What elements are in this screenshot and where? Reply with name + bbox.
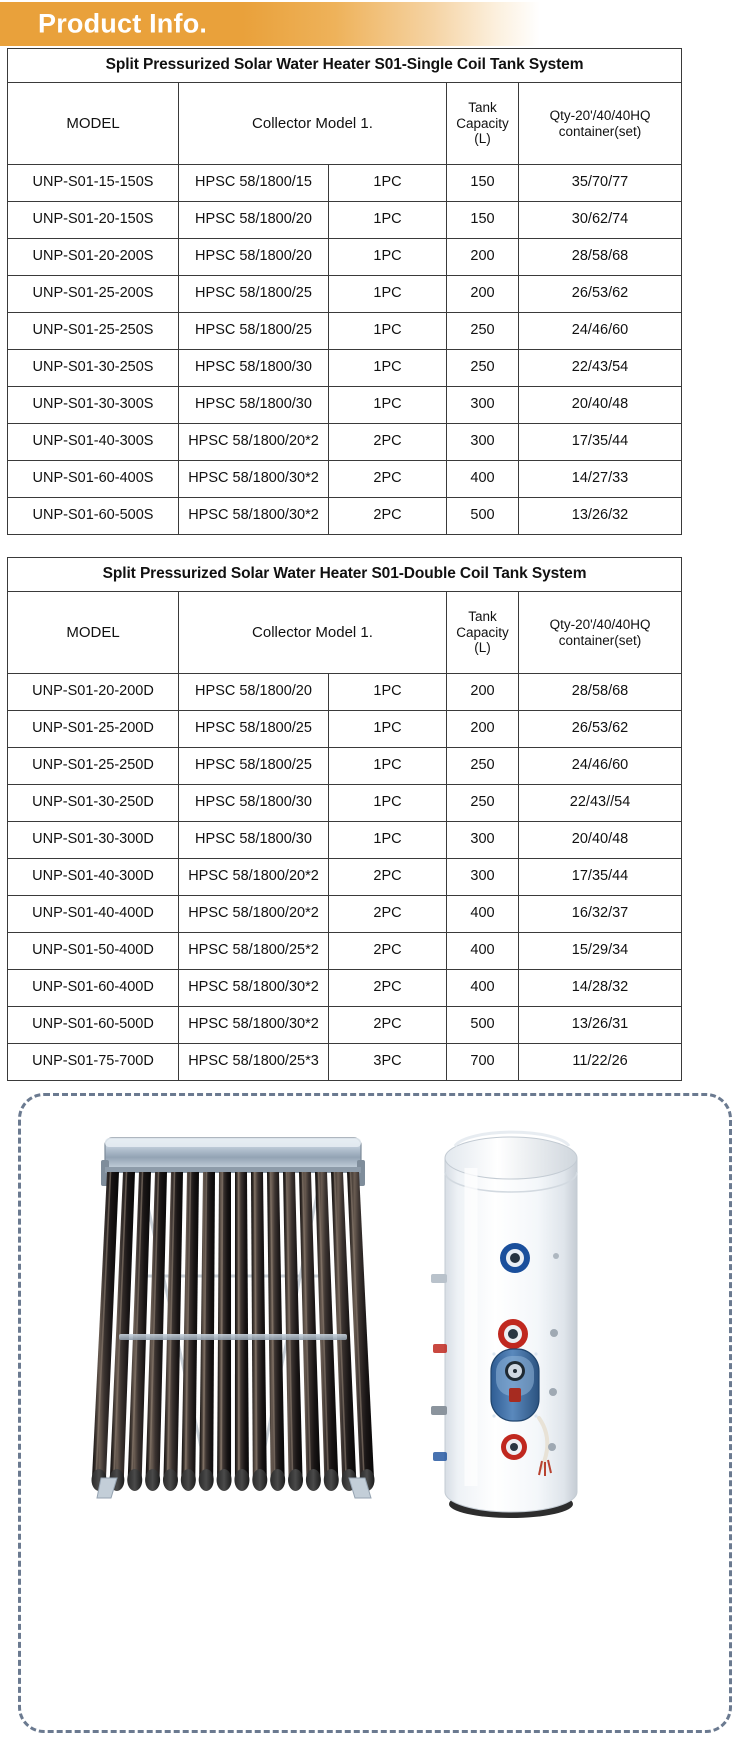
tube-end-cap	[199, 1469, 214, 1491]
cell-qty: 17/35/44	[519, 859, 682, 896]
cell-model: UNP-S01-40-300D	[8, 859, 179, 896]
cell-collector: HPSC 58/1800/30*2	[179, 461, 329, 498]
tube-end-cap	[181, 1469, 196, 1491]
cell-model: UNP-S01-60-400D	[8, 970, 179, 1007]
cell-qty: 35/70/77	[519, 165, 682, 202]
cell-tank-capacity: 250	[447, 785, 519, 822]
cell-model: UNP-S01-25-250S	[8, 313, 179, 350]
cell-qty: 22/43/54	[519, 350, 682, 387]
cell-model: UNP-S01-60-500S	[8, 498, 179, 535]
table-row	[8, 239, 682, 276]
column-header-tank-capacity	[447, 83, 519, 165]
qty-line-2: container(set)	[558, 632, 642, 648]
table-title: Split Pressurized Solar Water Heater S01-Double Coil Tank System	[8, 558, 682, 592]
cell-qty: 24/46/60	[519, 748, 682, 785]
evacuated-tube	[267, 1172, 285, 1478]
cell-tank-capacity: 400	[447, 896, 519, 933]
spec-table-single-coil	[7, 48, 682, 535]
cell-qty: 24/46/60	[519, 313, 682, 350]
cell-qty: 14/27/33	[519, 461, 682, 498]
collector-evacuated-tubes	[92, 1172, 375, 1491]
table-row	[8, 822, 682, 859]
table-row	[8, 748, 682, 785]
cell-pieces: 1PC	[329, 674, 447, 711]
cell-model: UNP-S01-60-500D	[8, 1007, 179, 1044]
cell-tank-capacity: 300	[447, 424, 519, 461]
table-title-row	[8, 49, 682, 83]
cell-collector: HPSC 58/1800/15	[179, 165, 329, 202]
cell-collector: HPSC 58/1800/20	[179, 674, 329, 711]
cell-model: UNP-S01-60-400S	[8, 461, 179, 498]
cell-pieces: 3PC	[329, 1044, 447, 1081]
heat-pipe-solar-collector-image	[83, 1126, 383, 1516]
table-title-row	[8, 558, 682, 592]
cell-collector: HPSC 58/1800/25*2	[179, 933, 329, 970]
column-header-model: MODEL	[8, 83, 179, 165]
table-body-single-coil	[8, 165, 682, 535]
cell-qty: 28/58/68	[519, 674, 682, 711]
cell-tank-capacity: 300	[447, 859, 519, 896]
cell-tank-capacity: 150	[447, 202, 519, 239]
page-title: Product Info.	[38, 8, 208, 39]
cell-pieces: 2PC	[329, 461, 447, 498]
cell-tank-capacity: 400	[447, 970, 519, 1007]
evacuated-tube	[235, 1172, 249, 1478]
cell-pieces: 1PC	[329, 785, 447, 822]
cell-pieces: 1PC	[329, 165, 447, 202]
cell-pieces: 1PC	[329, 350, 447, 387]
cell-tank-capacity: 300	[447, 387, 519, 424]
tank-capacity-line-3: (L)	[474, 640, 491, 656]
cell-pieces: 1PC	[329, 313, 447, 350]
cell-tank-capacity: 500	[447, 498, 519, 535]
cell-pieces: 2PC	[329, 498, 447, 535]
cell-qty: 28/58/68	[519, 239, 682, 276]
cell-model: UNP-S01-15-150S	[8, 165, 179, 202]
table-row	[8, 859, 682, 896]
product-info-banner	[0, 2, 540, 46]
cell-collector: HPSC 58/1800/30	[179, 350, 329, 387]
cell-qty: 20/40/48	[519, 387, 682, 424]
cell-model: UNP-S01-25-200D	[8, 711, 179, 748]
tube-end-cap	[217, 1469, 232, 1491]
cell-tank-capacity: 200	[447, 276, 519, 313]
table-row	[8, 202, 682, 239]
cell-tank-capacity: 250	[447, 313, 519, 350]
table-row	[8, 350, 682, 387]
tank-capacity-line-1: Tank	[468, 99, 497, 115]
cell-tank-capacity: 150	[447, 165, 519, 202]
table-header-row	[8, 83, 682, 165]
cell-pieces: 1PC	[329, 711, 447, 748]
drain-port-icon	[501, 1434, 527, 1460]
qty-line-1: Qty-20'/40/40HQ	[549, 616, 651, 632]
cell-qty: 30/62/74	[519, 202, 682, 239]
table-header-row	[8, 592, 682, 674]
cell-collector: HPSC 58/1800/25	[179, 748, 329, 785]
cell-collector: HPSC 58/1800/20*2	[179, 896, 329, 933]
cell-tank-capacity: 250	[447, 748, 519, 785]
cell-model: UNP-S01-20-200D	[8, 674, 179, 711]
table-row	[8, 711, 682, 748]
cell-model: UNP-S01-25-200S	[8, 276, 179, 313]
cell-tank-capacity: 400	[447, 461, 519, 498]
cell-model: UNP-S01-30-250S	[8, 350, 179, 387]
evacuated-tube	[283, 1172, 303, 1478]
cell-model: UNP-S01-75-700D	[8, 1044, 179, 1081]
cell-model: UNP-S01-30-300D	[8, 822, 179, 859]
cell-collector: HPSC 58/1800/25	[179, 276, 329, 313]
table-row	[8, 165, 682, 202]
table-row	[8, 1007, 682, 1044]
cell-qty: 13/26/32	[519, 498, 682, 535]
cell-pieces: 1PC	[329, 387, 447, 424]
tube-end-cap	[252, 1469, 267, 1491]
cell-qty: 13/26/31	[519, 1007, 682, 1044]
product-photo-panel	[18, 1093, 732, 1733]
tube-end-cap	[234, 1469, 249, 1491]
spec-table-double-coil	[7, 557, 682, 1081]
cell-model: UNP-S01-30-300S	[8, 387, 179, 424]
pressurized-water-storage-tank-image	[393, 1106, 623, 1526]
cell-model: UNP-S01-40-400D	[8, 896, 179, 933]
tube-end-cap	[127, 1469, 142, 1491]
cell-collector: HPSC 58/1800/25	[179, 711, 329, 748]
table-row	[8, 313, 682, 350]
cell-pieces: 1PC	[329, 276, 447, 313]
tube-end-cap	[163, 1469, 178, 1491]
cell-tank-capacity: 300	[447, 822, 519, 859]
table-row	[8, 424, 682, 461]
cell-pieces: 2PC	[329, 933, 447, 970]
cell-qty: 26/53/62	[519, 276, 682, 313]
tube-end-cap	[324, 1469, 339, 1491]
cell-pieces: 1PC	[329, 202, 447, 239]
tube-end-cap	[145, 1469, 160, 1491]
table-row	[8, 933, 682, 970]
evacuated-tube	[251, 1172, 267, 1478]
cold-water-port-icon	[500, 1243, 530, 1273]
cell-pieces: 2PC	[329, 859, 447, 896]
cell-model: UNP-S01-40-300S	[8, 424, 179, 461]
cell-collector: HPSC 58/1800/20	[179, 239, 329, 276]
cell-collector: HPSC 58/1800/25*3	[179, 1044, 329, 1081]
cell-pieces: 2PC	[329, 1007, 447, 1044]
column-header-model: MODEL	[8, 592, 179, 674]
cell-collector: HPSC 58/1800/20*2	[179, 424, 329, 461]
product-photo-inner	[21, 1096, 729, 1730]
table-row	[8, 498, 682, 535]
tube-end-cap	[288, 1469, 303, 1491]
column-header-collector: Collector Model 1.	[179, 83, 447, 165]
power-switch-icon	[509, 1388, 521, 1402]
cell-model: UNP-S01-20-150S	[8, 202, 179, 239]
tube-end-cap	[306, 1469, 321, 1491]
tube-end-cap	[270, 1469, 285, 1491]
table-row	[8, 970, 682, 1007]
cell-qty: 11/22/26	[519, 1044, 682, 1081]
table-title: Split Pressurized Solar Water Heater S01-Single Coil Tank System	[8, 49, 682, 83]
table-row	[8, 276, 682, 313]
cell-pieces: 1PC	[329, 822, 447, 859]
table-row	[8, 896, 682, 933]
cell-tank-capacity: 500	[447, 1007, 519, 1044]
table-row	[8, 1044, 682, 1081]
cell-pieces: 2PC	[329, 424, 447, 461]
cell-qty: 17/35/44	[519, 424, 682, 461]
hot-water-port-icon	[498, 1319, 528, 1349]
cell-collector: HPSC 58/1800/20	[179, 202, 329, 239]
cell-qty: 15/29/34	[519, 933, 682, 970]
tank-control-panel[interactable]	[491, 1349, 539, 1421]
table-row	[8, 387, 682, 424]
cell-model: UNP-S01-20-200S	[8, 239, 179, 276]
table-row	[8, 785, 682, 822]
tank-capacity-line-3: (L)	[474, 131, 491, 147]
cell-tank-capacity: 200	[447, 711, 519, 748]
cell-qty: 16/32/37	[519, 896, 682, 933]
table-body-double-coil	[8, 674, 682, 1081]
table-row	[8, 461, 682, 498]
cell-tank-capacity: 700	[447, 1044, 519, 1081]
table-row	[8, 674, 682, 711]
cell-qty: 26/53/62	[519, 711, 682, 748]
tank-capacity-line-2: Capacity	[456, 115, 509, 131]
qty-line-2: container(set)	[558, 123, 642, 139]
cell-collector: HPSC 58/1800/30	[179, 387, 329, 424]
evacuated-tube	[217, 1172, 231, 1478]
column-header-qty	[519, 83, 682, 165]
evacuated-tube	[199, 1172, 215, 1478]
cell-tank-capacity: 250	[447, 350, 519, 387]
collector-cross-brace	[119, 1334, 347, 1340]
cell-collector: HPSC 58/1800/30*2	[179, 498, 329, 535]
tank-capacity-line-1: Tank	[468, 608, 497, 624]
qty-line-1: Qty-20'/40/40HQ	[549, 107, 651, 123]
cell-qty: 22/43//54	[519, 785, 682, 822]
cell-qty: 20/40/48	[519, 822, 682, 859]
cell-pieces: 1PC	[329, 239, 447, 276]
tank-capacity-line-2: Capacity	[456, 624, 509, 640]
cell-tank-capacity: 200	[447, 674, 519, 711]
column-header-collector: Collector Model 1.	[179, 592, 447, 674]
cell-collector: HPSC 58/1800/30	[179, 785, 329, 822]
cell-collector: HPSC 58/1800/20*2	[179, 859, 329, 896]
cell-collector: HPSC 58/1800/30*2	[179, 970, 329, 1007]
column-header-tank-capacity	[447, 592, 519, 674]
cell-tank-capacity: 400	[447, 933, 519, 970]
cell-collector: HPSC 58/1800/30*2	[179, 1007, 329, 1044]
cell-pieces: 2PC	[329, 970, 447, 1007]
cell-pieces: 2PC	[329, 896, 447, 933]
cell-qty: 14/28/32	[519, 970, 682, 1007]
column-header-qty	[519, 592, 682, 674]
cell-pieces: 1PC	[329, 748, 447, 785]
cell-collector: HPSC 58/1800/30	[179, 822, 329, 859]
cell-tank-capacity: 200	[447, 239, 519, 276]
cell-model: UNP-S01-50-400D	[8, 933, 179, 970]
cell-model: UNP-S01-25-250D	[8, 748, 179, 785]
cell-collector: HPSC 58/1800/25	[179, 313, 329, 350]
cell-model: UNP-S01-30-250D	[8, 785, 179, 822]
